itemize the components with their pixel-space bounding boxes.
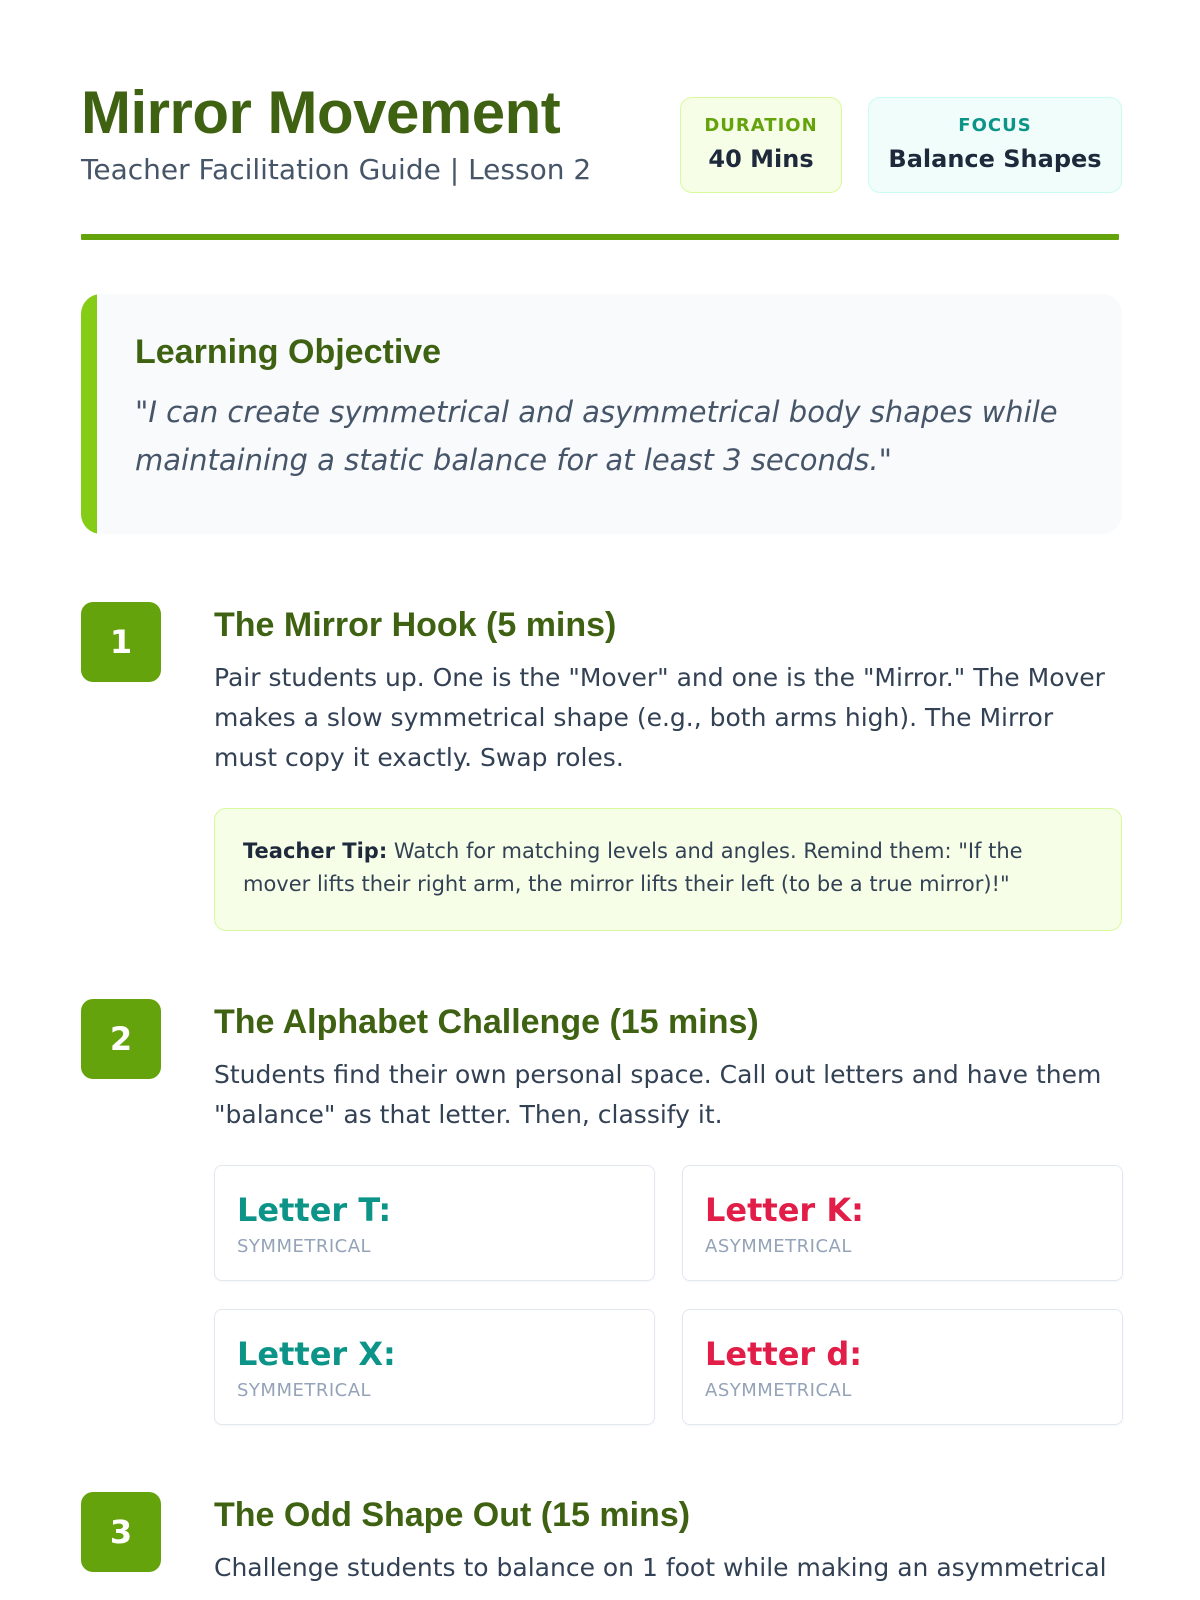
focus-label: FOCUS	[958, 115, 1032, 136]
step-description: Pair students up. One is the "Mover" and one is the "Mirror." The Mover makes a slow symmetrical shape (e.g., both arms high). The Mirror must copy it exactly. Swap roles.	[214, 663, 1105, 772]
focus-badge	[868, 97, 1122, 193]
letter-name: Letter K:	[705, 1191, 864, 1229]
step-description: Students find their own personal space. Call out letters and have them "balance" as that letter. Then, classify it.	[214, 1060, 1102, 1129]
letter-classification: ASYMMETRICAL	[705, 1380, 852, 1401]
objective-heading: Learning Objective	[135, 333, 442, 371]
tip-text: Watch for matching levels and angles. Remind them: "If the mover lifts their right arm, the mirror lifts their left (to be a true mirror)!"	[243, 839, 1023, 896]
step-body	[214, 1492, 1122, 1588]
page-header	[81, 0, 1119, 240]
letter-name: Letter d:	[705, 1335, 863, 1373]
page-title: Mirror Movement	[81, 79, 561, 146]
duration-value: 40 Mins	[708, 145, 814, 173]
step-body	[214, 602, 1122, 931]
header-divider	[81, 234, 1119, 240]
learning-objective-card	[81, 294, 1122, 534]
letter-grid	[214, 1165, 1122, 1425]
step-number-badge: 1	[81, 602, 161, 682]
step-title: The Odd Shape Out (15 mins)	[214, 1496, 691, 1534]
focus-value: Balance Shapes	[888, 145, 1102, 173]
step-title: The Mirror Hook (5 mins)	[214, 606, 617, 644]
objective-quote: "I can create symmetrical and asymmetrical body shapes while maintaining a static balance for at least 3 seconds."	[135, 395, 1058, 477]
letter-card	[682, 1165, 1123, 1281]
letter-classification: ASYMMETRICAL	[705, 1236, 852, 1257]
duration-label: DURATION	[704, 115, 818, 136]
letter-card	[214, 1165, 655, 1281]
letter-card	[682, 1309, 1123, 1425]
letter-name: Letter X:	[237, 1335, 396, 1373]
step-description: Challenge students to balance on 1 foot while making an asymmetrical	[214, 1553, 1107, 1582]
step-number-badge: 3	[81, 1492, 161, 1572]
step-number-badge: 2	[81, 999, 161, 1079]
letter-card	[214, 1309, 655, 1425]
step-body	[214, 999, 1122, 1425]
letter-classification: SYMMETRICAL	[237, 1380, 372, 1401]
step-title: The Alphabet Challenge (15 mins)	[214, 1003, 759, 1041]
duration-badge	[680, 97, 842, 193]
teacher-tip	[214, 808, 1122, 931]
tip-label: Teacher Tip:	[243, 839, 388, 863]
page-subtitle: Teacher Facilitation Guide | Lesson 2	[81, 153, 592, 186]
letter-name: Letter T:	[237, 1191, 392, 1229]
letter-classification: SYMMETRICAL	[237, 1236, 372, 1257]
